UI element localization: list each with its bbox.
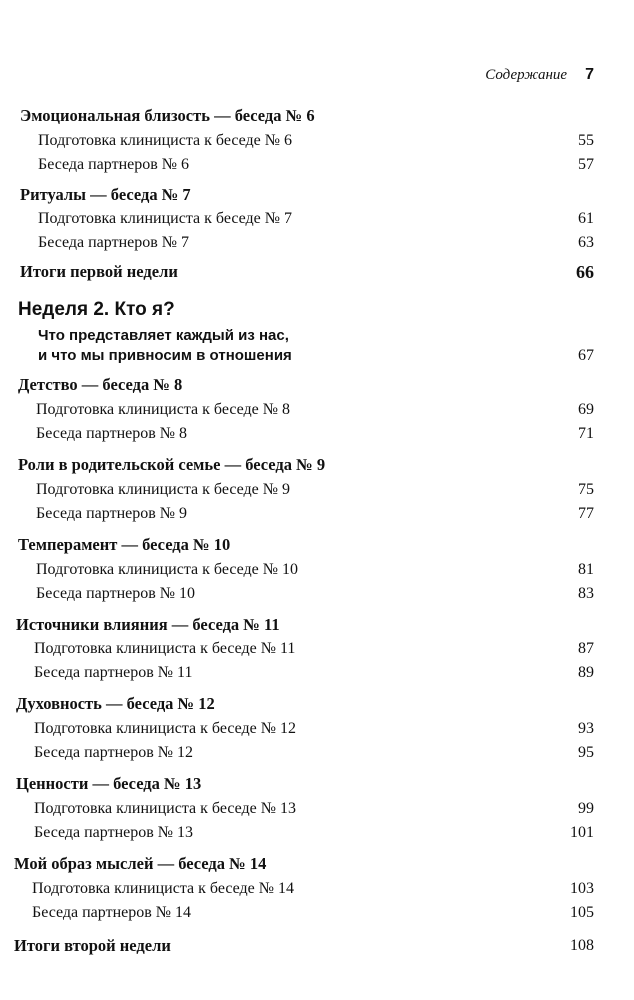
toc-chapter[interactable] bbox=[0, 852, 634, 876]
toc-entry-title: Источники влияния — беседа № 11 bbox=[16, 615, 280, 634]
toc-entry-page: 89 bbox=[578, 664, 594, 681]
toc-entry-page: 63 bbox=[578, 234, 594, 251]
toc-chapter[interactable] bbox=[0, 613, 634, 637]
toc-entry-page: 55 bbox=[578, 132, 594, 149]
toc-entry-page: 99 bbox=[578, 800, 594, 817]
toc-section[interactable] bbox=[0, 558, 634, 582]
toc-section[interactable] bbox=[0, 741, 634, 765]
toc-entry-page: 77 bbox=[578, 505, 594, 522]
toc-entry-page: 87 bbox=[578, 640, 594, 657]
toc-section[interactable] bbox=[0, 478, 634, 502]
toc-entry-page: 69 bbox=[578, 401, 594, 418]
toc-section[interactable] bbox=[0, 821, 634, 845]
toc-entry-page: 61 bbox=[578, 210, 594, 227]
toc-entry-page: 93 bbox=[578, 720, 594, 737]
toc-section[interactable] bbox=[0, 661, 634, 685]
toc-entry-title: Беседа партнеров № 13 bbox=[34, 824, 194, 841]
toc-section[interactable] bbox=[0, 637, 634, 661]
toc-entry-title: Подготовка клинициста к беседе № 14 bbox=[32, 880, 295, 897]
toc-entry-title: и что мы привносим в отношения bbox=[38, 347, 292, 364]
toc-entry-title: Ритуалы — беседа № 7 bbox=[20, 185, 191, 204]
toc-entry-title: Эмоциональная близость — беседа № 6 bbox=[20, 106, 315, 125]
toc-chapter[interactable] bbox=[0, 692, 634, 716]
toc-entry-title: Ценности — беседа № 13 bbox=[16, 774, 202, 793]
toc-chapter[interactable] bbox=[0, 373, 634, 397]
toc-entry-title: Итоги первой недели bbox=[20, 262, 178, 281]
toc-chapter[interactable] bbox=[0, 104, 634, 128]
toc-section[interactable] bbox=[0, 717, 634, 741]
toc-entry-title: Роли в родительской семье — беседа № 9 bbox=[18, 455, 326, 474]
toc-entry-title: Беседа партнеров № 6 bbox=[38, 156, 190, 173]
toc-entry-title: Подготовка клинициста к беседе № 11 bbox=[34, 640, 296, 657]
toc-entry-title: Беседа партнеров № 9 bbox=[36, 505, 188, 522]
running-head bbox=[485, 66, 594, 84]
toc-entry-page: 57 bbox=[578, 156, 594, 173]
toc-entry-title: Темперамент — беседа № 10 bbox=[18, 535, 231, 554]
toc-entry-page: 71 bbox=[578, 425, 594, 442]
toc-section[interactable] bbox=[0, 502, 634, 526]
toc-entry-page: 105 bbox=[570, 904, 594, 921]
toc-entry-title: Беседа партнеров № 11 bbox=[34, 664, 193, 681]
toc-chapter[interactable] bbox=[0, 533, 634, 557]
toc-chapter[interactable] bbox=[0, 934, 634, 958]
toc-section[interactable] bbox=[0, 582, 634, 606]
toc-chapter[interactable] bbox=[0, 453, 634, 477]
toc-section[interactable] bbox=[0, 797, 634, 821]
toc-entry-title: Подготовка клинициста к беседе № 10 bbox=[36, 561, 299, 578]
toc-entry-title: Подготовка клинициста к беседе № 7 bbox=[38, 210, 293, 227]
toc-entry-title: Подготовка клинициста к беседе № 12 bbox=[34, 720, 297, 737]
toc-entry-title: Беседа партнеров № 12 bbox=[34, 744, 194, 761]
toc-entry-page: 75 bbox=[578, 481, 594, 498]
toc-entry-page: 103 bbox=[570, 880, 594, 897]
toc-section[interactable] bbox=[0, 207, 634, 231]
toc-entry-page: 108 bbox=[570, 937, 594, 954]
toc-section[interactable] bbox=[0, 153, 634, 177]
toc-entry-title: Духовность — беседа № 12 bbox=[16, 694, 215, 713]
toc-entry-title: Подготовка клинициста к беседе № 13 bbox=[34, 800, 297, 817]
toc-entry-title: Беседа партнеров № 7 bbox=[38, 234, 190, 251]
toc-entry-page: 81 bbox=[578, 561, 594, 578]
page-number: 7 bbox=[585, 66, 594, 83]
toc-week-heading[interactable] bbox=[0, 298, 634, 322]
toc-entry-page: 67 bbox=[578, 347, 594, 364]
toc-entry-title: Неделя 2. Кто я? bbox=[18, 299, 175, 320]
toc-entry-title: Итоги второй недели bbox=[14, 936, 171, 955]
toc-entry-page: 95 bbox=[578, 744, 594, 761]
toc-entry-title: Мой образ мыслей — беседа № 14 bbox=[14, 854, 267, 873]
toc-section[interactable] bbox=[0, 877, 634, 901]
toc-entry-title: Подготовка клинициста к беседе № 9 bbox=[36, 481, 291, 498]
toc-chapter[interactable] bbox=[0, 183, 634, 207]
toc-section[interactable] bbox=[0, 901, 634, 925]
toc-entry-title: Подготовка клинициста к беседе № 6 bbox=[38, 132, 293, 149]
toc-entry-title: Беседа партнеров № 8 bbox=[36, 425, 188, 442]
toc-entry-title: Детство — беседа № 8 bbox=[18, 375, 183, 394]
toc-entry-title: Беседа партнеров № 10 bbox=[36, 585, 196, 602]
toc-section[interactable] bbox=[0, 422, 634, 446]
toc-entry-title: Беседа партнеров № 14 bbox=[32, 904, 192, 921]
toc-entry-title: Подготовка клинициста к беседе № 8 bbox=[36, 401, 291, 418]
toc-entry-page: 83 bbox=[578, 585, 594, 602]
toc-chapter[interactable] bbox=[0, 772, 634, 796]
toc-chapter[interactable] bbox=[0, 260, 634, 284]
toc-entry-title: Что представляет каждый из нас, bbox=[38, 327, 289, 344]
toc-section[interactable] bbox=[0, 129, 634, 153]
toc-entry-page: 101 bbox=[570, 824, 594, 841]
toc-entry-page: 66 bbox=[576, 262, 594, 282]
toc-week-subtitle[interactable] bbox=[0, 344, 634, 368]
running-head-title: Содержание bbox=[485, 67, 568, 83]
toc-section[interactable] bbox=[0, 231, 634, 255]
toc-section[interactable] bbox=[0, 398, 634, 422]
